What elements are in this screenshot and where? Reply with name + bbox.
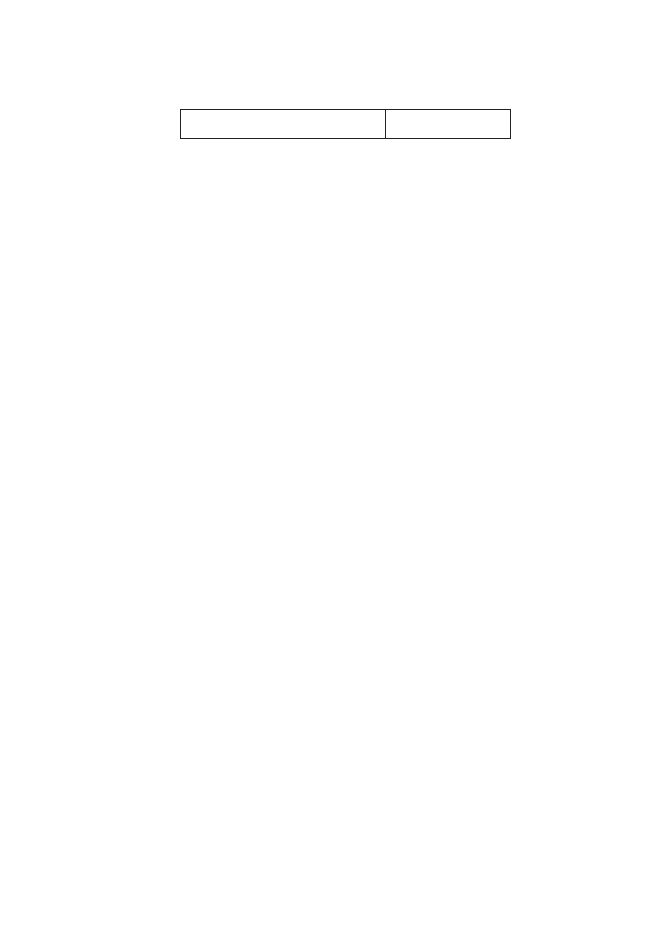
table-4 (180, 109, 511, 139)
column-header-calibre-size (385, 110, 510, 139)
column-header-linear-density (181, 110, 386, 139)
calibre-table (180, 109, 511, 139)
document-body (80, 95, 614, 157)
table-header-row (181, 110, 511, 139)
